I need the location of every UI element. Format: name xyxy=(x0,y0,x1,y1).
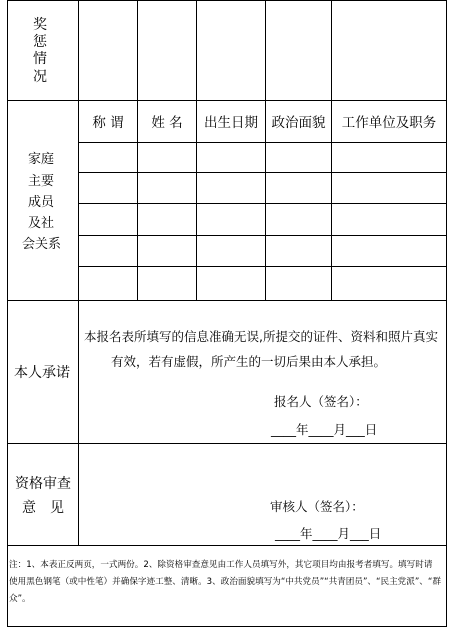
column-header-political-status: 政治面貌 xyxy=(271,115,326,131)
family-label-line: 会关系 xyxy=(22,237,62,252)
table-row[interactable] xyxy=(79,204,446,235)
review-opinion-area[interactable] xyxy=(79,444,446,494)
column-header-title: 称 谓 xyxy=(92,115,124,131)
column-header-name: 姓 名 xyxy=(151,115,183,131)
reward-input-area[interactable] xyxy=(79,1,446,100)
commitment-label: 本人承诺 xyxy=(14,365,70,381)
family-label-line: 及社 xyxy=(28,216,55,231)
applicant-signature-label: 报名人（签名）： xyxy=(274,394,368,409)
column-header-employer-position: 工作单位及职务 xyxy=(341,115,437,131)
commitment-text-line: 有效，若有虚假，所产生的一切后果由本人承担。 xyxy=(111,354,387,369)
table-row[interactable] xyxy=(79,267,446,300)
reward-label-char: 惩 xyxy=(33,34,47,50)
table-row[interactable] xyxy=(79,173,446,203)
family-label-line: 成员 xyxy=(28,195,55,210)
reviewer-signature-label: 审核人（签名）： xyxy=(270,499,364,514)
reward-label-char: 奖 xyxy=(33,17,47,33)
applicant-signature-field[interactable] xyxy=(372,392,442,412)
footnote: 注：1、本表正反两页，一式两份。2、除资格审查意见由工作人员填写外，其它项目均由报考者填写。填写时请使用黑色钢笔（或中性笔）并确保字迹工整、清晰。3、政治面貌填写为“中共党员”“共青团员”、“民主党派”、“群众”。 xyxy=(9,560,441,604)
commitment-text-line: 本报名表所填写的信息准确无误,所提交的证件、资料和照片真实 xyxy=(84,329,438,344)
reward-label-char: 况 xyxy=(33,69,47,85)
table-row[interactable] xyxy=(79,236,446,266)
reviewer-signature-field[interactable] xyxy=(368,497,442,517)
column-header-birthdate: 出生日期 xyxy=(204,115,258,131)
reviewer-date-field[interactable]: ____年____月___日 xyxy=(275,526,382,541)
family-label-line: 主要 xyxy=(28,174,55,189)
table-row[interactable] xyxy=(79,143,446,172)
review-label-line: 资格审查 xyxy=(15,476,71,492)
applicant-date-field[interactable]: ____年____月___日 xyxy=(271,422,378,437)
review-label-line: 意 见 xyxy=(22,500,64,516)
family-label-line: 家庭 xyxy=(28,152,55,167)
reward-label-char: 情 xyxy=(33,51,47,67)
